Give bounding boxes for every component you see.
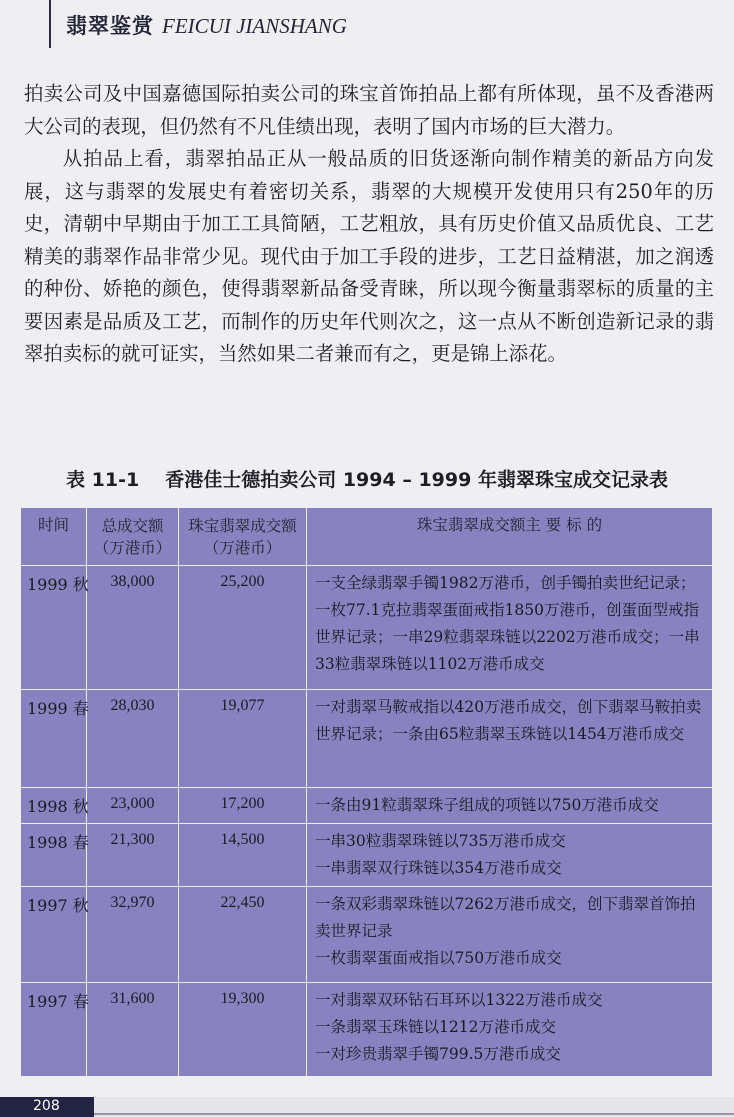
table-label: 表 11-1: [66, 469, 140, 491]
header-items: 珠宝翡翠成交额主 要 标 的: [307, 508, 713, 566]
running-header: [0, 0, 734, 48]
row-item-line: 一枚翡翠蛋面戒指以750万港币成交: [315, 949, 562, 967]
table-row: [21, 983, 713, 1077]
paragraph-1: 拍卖公司及中国嘉德国际拍卖公司的珠宝首饰拍品上都有所体现，虽不及香港两大公司的表现，但仍然有不凡佳绩出现，表明了国内市场的巨大潜力。: [24, 82, 714, 138]
row-jade: 17,200: [179, 788, 307, 824]
row-item-line: 一条双彩翡翠珠链以7262万港币成交，创下翡翠首饰拍卖世界记录: [315, 895, 696, 940]
header-time: 时间: [21, 508, 87, 566]
row-items: [307, 824, 713, 887]
table-row: [21, 566, 713, 690]
header-total: [87, 508, 179, 566]
footer-rule: [94, 1113, 734, 1115]
header-title: [66, 10, 347, 40]
table-caption: [0, 465, 734, 492]
header-jade-line1: 珠宝翡翠成交额: [188, 516, 297, 535]
row-item-line: 一条翡翠玉珠链以1212万港币成交: [315, 1018, 556, 1036]
row-season: 1997 春: [21, 983, 87, 1077]
row-items: 一条由91粒翡翠珠子组成的项链以750万港币成交: [307, 788, 713, 824]
row-items: [307, 983, 713, 1077]
row-season: 1997 秋: [21, 887, 87, 983]
header-jade: [179, 508, 307, 566]
auction-records-table: [20, 507, 713, 1077]
header-title-cn: 翡翠鉴赏: [66, 13, 154, 38]
row-items: [307, 887, 713, 983]
header-divider: [49, 0, 51, 48]
table-row: [21, 824, 713, 887]
row-item-line: 一对珍贵翡翠手镯799.5万港币成交: [315, 1045, 561, 1063]
row-items: 一对翡翠马鞍戒指以420万港币成交，创下翡翠马鞍拍卖世界记录；一条由65粒翡翠玉珠链以1454万港币成交: [307, 690, 713, 788]
page-number: 208: [33, 1098, 60, 1114]
table-title: 香港佳士德拍卖公司 1994 – 1999 年翡翠珠宝成交记录表: [165, 469, 668, 491]
row-item-line: 一串30粒翡翠珠链以735万港币成交: [315, 832, 566, 850]
row-total: 21,300: [87, 824, 179, 887]
table-row: [21, 887, 713, 983]
table-row: [21, 690, 713, 788]
header-title-en: FEICUI JIANSHANG: [162, 14, 347, 38]
row-total: 23,000: [87, 788, 179, 824]
row-jade: 25,200: [179, 566, 307, 690]
row-item-line: 一对翡翠双环钻石耳环以1322万港币成交: [315, 991, 603, 1009]
table-row: [21, 788, 713, 824]
row-total: 38,000: [87, 566, 179, 690]
header-total-line1: 总成交额: [101, 516, 164, 535]
row-jade: 19,077: [179, 690, 307, 788]
table-header-row: [21, 508, 713, 566]
row-item-line: 一串翡翠双行珠链以354万港币成交: [315, 859, 562, 877]
header-jade-line2: （万港币）: [203, 538, 282, 557]
row-jade: 22,450: [179, 887, 307, 983]
row-total: 28,030: [87, 690, 179, 788]
body-text: [24, 78, 714, 371]
row-season: 1999 秋: [21, 566, 87, 690]
header-total-line2: （万港币）: [93, 538, 172, 557]
row-items: 一支全绿翡翠手镯1982万港币，创手镯拍卖世纪记录；一枚77.1克拉翡翠蛋面戒指1850万港币，创蛋面型戒指世界记录；一串29粒翡翠珠链以2202万港币成交；一串33粒翡翠珠链以1102万港币成交: [307, 566, 713, 690]
row-total: 31,600: [87, 983, 179, 1077]
paragraph-2: 从拍品上看，翡翠拍品正从一般品质的旧货逐渐向制作精美的新品方向发展，这与翡翠的发展史有着密切关系，翡翠的大规模开发使用只有250年的历史，清朝中早期由于加工工具简陋，工艺粗放，具有历史价值又品质优良、工艺精美的翡翠作品非常少见。现代由于加工手段的进步，工艺日益精湛，加之润透的种份、娇艳的颜色，使得翡翠新品备受青睐，所以现今衡量翡翠标的质量的主要因素是品质及工艺，而制作的历史年代则次之，这一点从不断创造新记录的翡翠拍卖标的就可证实，当然如果二者兼而有之，更是锦上添花。: [24, 147, 714, 365]
row-season: 1999 春: [21, 690, 87, 788]
row-season: 1998 秋: [21, 788, 87, 824]
row-jade: 19,300: [179, 983, 307, 1077]
row-season: 1998 春: [21, 824, 87, 887]
row-total: 32,970: [87, 887, 179, 983]
row-jade: 14,500: [179, 824, 307, 887]
